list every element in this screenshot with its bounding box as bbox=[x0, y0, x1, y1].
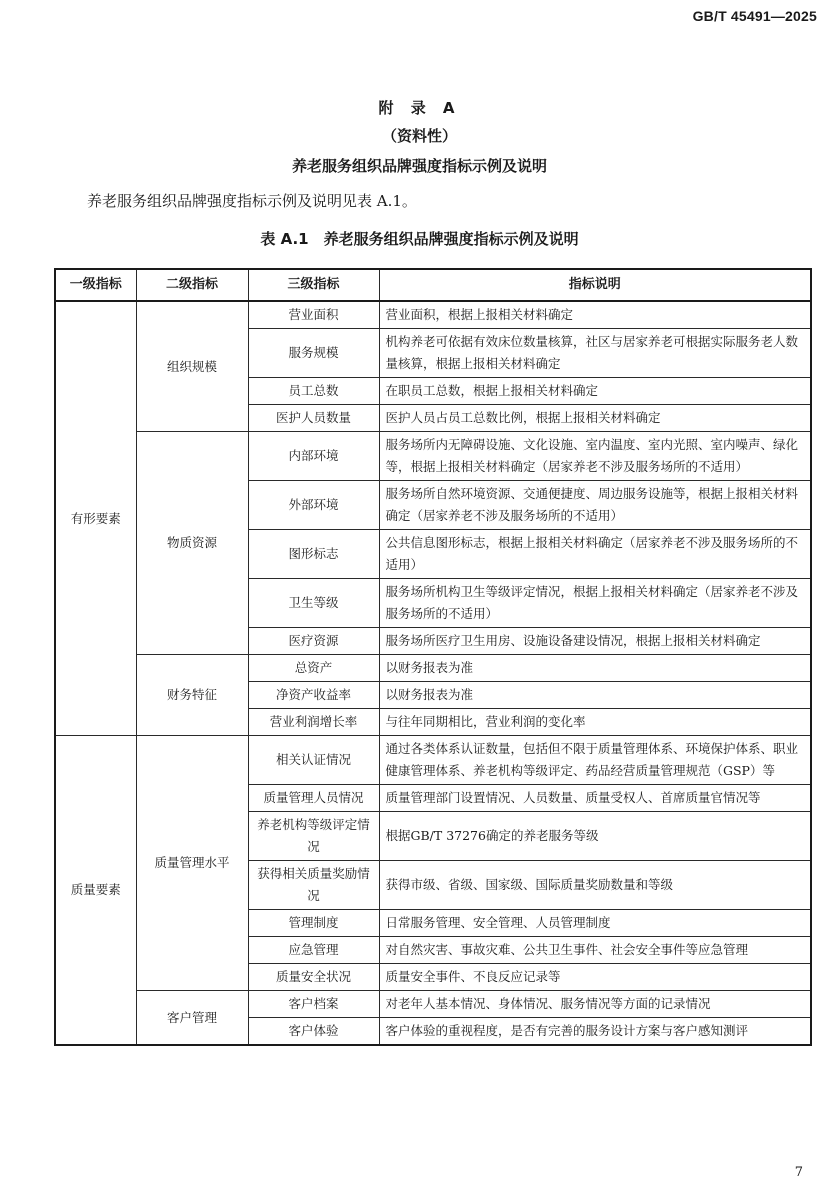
indicator-description: 以财务报表为准 bbox=[379, 655, 811, 682]
annex-nature: （资料性） bbox=[381, 127, 457, 145]
indicator-description: 服务场所自然环境资源、交通便捷度、周边服务设施等，根据上报相关材料确定（居家养老不涉及服务场所的不适用） bbox=[379, 481, 811, 530]
level3-indicator: 医疗资源 bbox=[248, 628, 379, 655]
level3-indicator: 外部环境 bbox=[248, 481, 379, 530]
indicator-description: 质量管理部门设置情况、人员数量、质量受权人、首席质量官情况等 bbox=[379, 785, 811, 812]
indicator-description: 服务场所内无障碍设施、文化设施、室内温度、室内光照、室内噪声、绿化等，根据上报相关材料确定（居家养老不涉及服务场所的不适用） bbox=[379, 432, 811, 481]
standard-code: GB/T 45491—2025 bbox=[692, 8, 817, 24]
level2-indicator: 物质资源 bbox=[136, 432, 248, 655]
level3-indicator: 相关认证情况 bbox=[248, 736, 379, 785]
level3-indicator: 净资产收益率 bbox=[248, 682, 379, 709]
level3-indicator: 客户档案 bbox=[248, 991, 379, 1018]
level1-indicator: 有形要素 bbox=[55, 301, 136, 736]
level3-indicator: 营业利润增长率 bbox=[248, 709, 379, 736]
header-level1: 一级指标 bbox=[55, 269, 136, 301]
table-row bbox=[55, 432, 811, 481]
annex-heading: 养老服务组织品牌强度指标示例及说明 bbox=[291, 157, 547, 175]
level3-indicator: 客户体验 bbox=[248, 1018, 379, 1046]
level3-indicator: 员工总数 bbox=[248, 378, 379, 405]
level1-indicator: 质量要素 bbox=[55, 736, 136, 1046]
indicator-description: 日常服务管理、安全管理、人员管理制度 bbox=[379, 910, 811, 937]
table-row bbox=[55, 301, 811, 329]
level3-indicator: 质量管理人员情况 bbox=[248, 785, 379, 812]
level3-indicator: 营业面积 bbox=[248, 301, 379, 329]
level3-indicator: 总资产 bbox=[248, 655, 379, 682]
annex-title: 附 录 A bbox=[378, 99, 461, 117]
level2-indicator: 质量管理水平 bbox=[136, 736, 248, 991]
level2-indicator: 组织规模 bbox=[136, 301, 248, 432]
indicator-table bbox=[54, 268, 812, 1046]
level3-indicator: 管理制度 bbox=[248, 910, 379, 937]
indicator-description: 在职员工总数，根据上报相关材料确定 bbox=[379, 378, 811, 405]
indicator-description: 质量安全事件、不良反应记录等 bbox=[379, 964, 811, 991]
level3-indicator: 应急管理 bbox=[248, 937, 379, 964]
table-row bbox=[55, 655, 811, 682]
indicator-description: 对自然灾害、事故灾难、公共卫生事件、社会安全事件等应急管理 bbox=[379, 937, 811, 964]
indicator-description: 获得市级、省级、国家级、国际质量奖励数量和等级 bbox=[379, 861, 811, 910]
indicator-description: 根据GB/T 37276确定的养老服务等级 bbox=[379, 812, 811, 861]
level3-indicator: 服务规模 bbox=[248, 329, 379, 378]
table-row bbox=[55, 991, 811, 1018]
table-row bbox=[55, 736, 811, 785]
level3-indicator: 内部环境 bbox=[248, 432, 379, 481]
indicator-description: 客户体验的重视程度，是否有完善的服务设计方案与客户感知测评 bbox=[379, 1018, 811, 1046]
level3-indicator: 养老机构等级评定情况 bbox=[248, 812, 379, 861]
indicator-description: 与往年同期相比，营业利润的变化率 bbox=[379, 709, 811, 736]
level3-indicator: 获得相关质量奖励情况 bbox=[248, 861, 379, 910]
indicator-description: 公共信息图形标志，根据上报相关材料确定（居家养老不涉及服务场所的不适用） bbox=[379, 530, 811, 579]
level2-indicator: 客户管理 bbox=[136, 991, 248, 1046]
indicator-description: 服务场所机构卫生等级评定情况，根据上报相关材料确定（居家养老不涉及服务场所的不适用） bbox=[379, 579, 811, 628]
indicator-description: 通过各类体系认证数量，包括但不限于质量管理体系、环境保护体系、职业健康管理体系、养老机构等级评定、药品经营质量管理规范（GSP）等 bbox=[379, 736, 811, 785]
indicator-description: 以财务报表为准 bbox=[379, 682, 811, 709]
header-description: 指标说明 bbox=[379, 269, 811, 301]
header-level3: 三级指标 bbox=[248, 269, 379, 301]
table-header-row bbox=[55, 269, 811, 301]
indicator-description: 服务场所医疗卫生用房、设施设备建设情况，根据上报相关材料确定 bbox=[379, 628, 811, 655]
table-caption: 表 A.1 养老服务组织品牌强度指标示例及说明 bbox=[260, 230, 579, 248]
indicator-description: 机构养老可依据有效床位数量核算，社区与居家养老可根据实际服务老人数量核算，根据上报相关材料确定 bbox=[379, 329, 811, 378]
level3-indicator: 质量安全状况 bbox=[248, 964, 379, 991]
indicator-description: 营业面积，根据上报相关材料确定 bbox=[379, 301, 811, 329]
table-body bbox=[55, 301, 811, 1045]
level3-indicator: 图形标志 bbox=[248, 530, 379, 579]
level3-indicator: 医护人员数量 bbox=[248, 405, 379, 432]
indicator-description: 对老年人基本情况、身体情况、服务情况等方面的记录情况 bbox=[379, 991, 811, 1018]
page-number: 7 bbox=[794, 1165, 803, 1180]
indicator-description: 医护人员占员工总数比例，根据上报相关材料确定 bbox=[379, 405, 811, 432]
level2-indicator: 财务特征 bbox=[136, 655, 248, 736]
level3-indicator: 卫生等级 bbox=[248, 579, 379, 628]
intro-paragraph: 养老服务组织品牌强度指标示例及说明见表 A.1。 bbox=[87, 192, 417, 210]
header-level2: 二级指标 bbox=[136, 269, 248, 301]
